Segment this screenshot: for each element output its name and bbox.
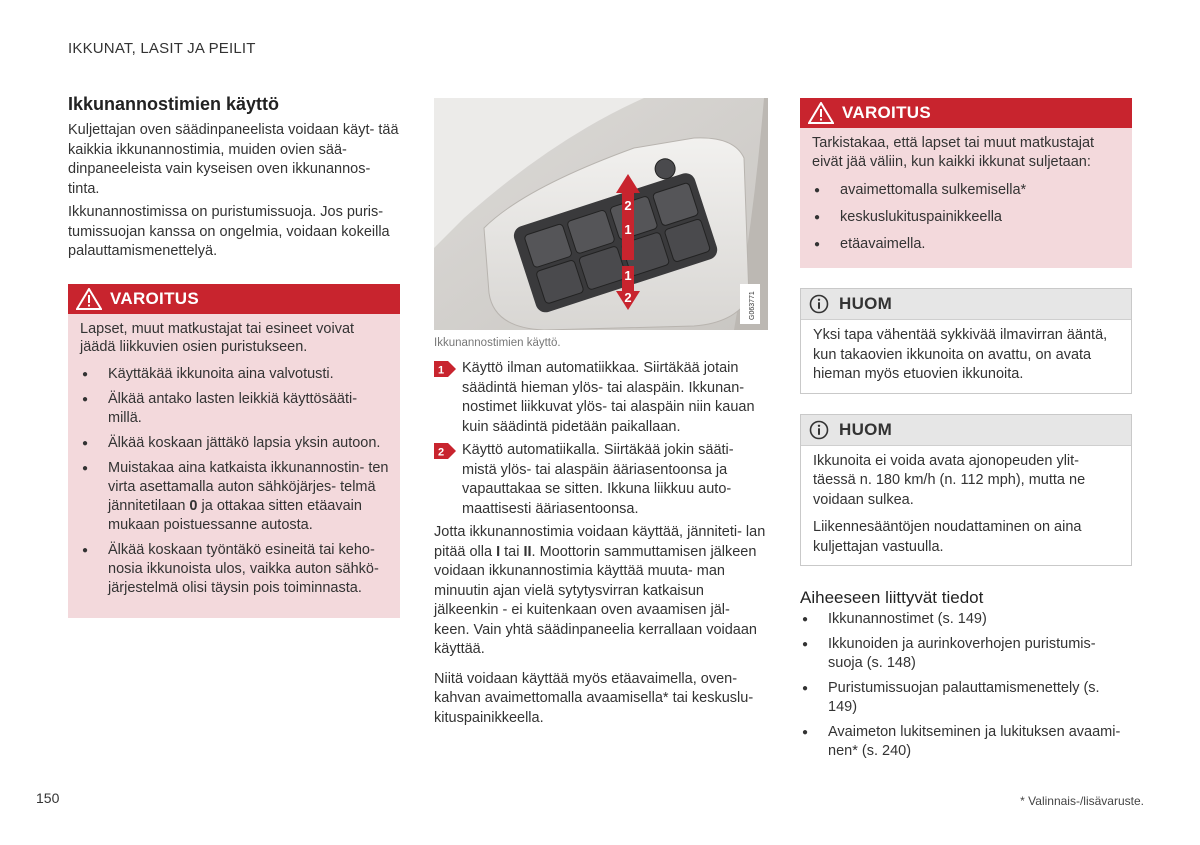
column-right <box>800 98 1132 767</box>
related-info-heading: Aiheeseen liittyvät tiedot <box>800 588 984 607</box>
step-2-badge-icon <box>434 443 456 459</box>
note-title: HUOM <box>839 419 893 439</box>
step-1-badge-icon <box>434 361 456 377</box>
step-1-text: Käyttö ilman automatiikkaa. Siirtäkää jotain säädintä hieman ylös- tai alaspäin. Ikkunan- nostimet liikkuvat ylös- tai alaspäin niin kauan kuin säädintä pidetään paikallaan. <box>462 360 755 435</box>
list-item: ● Muistakaa aina katkaista ikkunannostin- ten virta asettamalla auton sähköjärjes- telmä jännitetilaan 0 ja ottakaa sitten etäavain mukaan poistuessanne autosta. <box>80 459 390 535</box>
intro-paragraph: Kuljettajan oven säädinpaneelista voidaan käyt- tää kaikkia ikkunannostimia, muiden ovien sää- dinpaneeleista vain kyseisen oven ikkunannos- tinta. <box>68 122 399 197</box>
related-link-window-regulators[interactable]: ● Ikkunannostimet (s. 149) <box>800 610 1132 629</box>
list-item: ● Älkää koskaan työntäkö esineitä tai keho- nosia ikkunoista ulos, vaikka auton sähkö- järjestelmä olisi täysin pois toiminnasta. <box>80 541 390 598</box>
note-header <box>801 415 1131 446</box>
warning-box-closing <box>800 98 1132 268</box>
note-text: Liikennesääntöjen noudattaminen on aina kuljettajan vastuulla. <box>813 519 1082 555</box>
photo-caption: Ikkunannostimien käyttö. <box>434 337 561 349</box>
column-middle <box>434 98 768 728</box>
footnote-optional: * Valinnais-/lisävaruste. <box>1020 794 1144 808</box>
list-item: ● avaimettomalla sulkemisella* <box>812 181 1122 200</box>
section-title: Ikkunannostimien käyttö <box>68 94 280 114</box>
note-text: Yksi tapa vähentää sykkivää ilmavirran ääntä, kun takaovien ikkunoita on avattu, on avata hieman myös etuovien ikkunoita. <box>813 327 1108 382</box>
svg-text:1: 1 <box>624 268 632 283</box>
related-list <box>800 610 1132 761</box>
list-item: ● Käyttäkää ikkunoita aina valvotusti. <box>80 365 390 384</box>
svg-text:2: 2 <box>624 290 632 305</box>
info-icon <box>809 294 829 314</box>
list-item: ● Älkää antako lasten leikkiä käyttösääti- millä. <box>80 390 390 428</box>
note-box-speed <box>800 414 1132 567</box>
note-title: HUOM <box>839 294 893 313</box>
list-item: ● keskuslukituspainikkeella <box>812 208 1122 227</box>
warning-intro: Tarkistakaa, että lapset tai muut matkustajat eivät jää väliin, kun kaikki ikkunat suljetaan: <box>812 135 1095 170</box>
note-box-wind-noise <box>800 288 1132 394</box>
note-text: Ikkunoita ei voida avata ajonopeuden ylit- täessä n. 180 km/h (n. 112 mph), mutta ne voidaan sulkea. <box>813 452 1086 508</box>
svg-text:1: 1 <box>437 364 445 377</box>
column-left <box>68 94 400 618</box>
warning-title: VAROITUS <box>842 103 931 122</box>
image-code: G063771 <box>749 291 756 320</box>
svg-text:2: 2 <box>437 446 445 459</box>
warning-box-children <box>68 284 400 618</box>
page-number: 150 <box>36 790 60 806</box>
step-2-text: Käyttö automatiikalla. Siirtäkää jokin sääti- mistä ylös- tai alaspäin ääriasentoonsa ja vapauttakaa se sitten. Ikkuna liikkuu auto- maattisesti ääriasentoonsa. <box>462 442 734 517</box>
list-item: ● etäavaimella. <box>812 235 1122 254</box>
voltage-paragraph: Jotta ikkunannostimia voidaan käyttää, jänniteti- lan pitää olla I tai II. Moottorin sammuttamisen jälkeen voidaan ikkunannostimia käyttää muuta- man minuutin ajan vielä sytytysvirran katkaisun jälkeenkin - ei kuitenkaan oven avaamisen jäl- keen. Vain yhtä säädinpaneelia kerrallaan voidaan käyttää. <box>434 524 766 657</box>
remote-key-paragraph: Niitä voidaan käyttää myös etäavaimella, oven- kahvan avaimettomalla avaamisella* tai keskuslu- kituspainikkeella. <box>434 670 754 726</box>
related-link-pinch-protection[interactable]: ● Ikkunoiden ja aurinkoverhojen puristumis- suoja (s. 148) <box>800 635 1132 673</box>
warning-list <box>80 365 390 598</box>
warning-header <box>800 98 1132 128</box>
warning-triangle-icon <box>808 102 834 124</box>
svg-text:2: 2 <box>624 198 632 213</box>
warning-intro: Lapset, muut matkustajat tai esineet voivat jäädä liikkuvien osien puristukseen. <box>80 320 355 355</box>
info-icon <box>809 420 829 440</box>
svg-text:1: 1 <box>624 222 632 237</box>
warning-triangle-icon <box>76 288 102 310</box>
related-link-keyless[interactable]: ● Avaimeton lukitseminen ja lukituksen avaami- nen* (s. 240) <box>800 723 1132 761</box>
warning-header <box>68 284 400 314</box>
pinch-protection-paragraph: Ikkunannostimissa on puristumissuoja. Jos puris- tumissuojan kanssa on ongelmia, voidaan kokeilla palauttamismenettelyä. <box>68 204 390 259</box>
door-panel-photo <box>434 98 768 330</box>
chapter-header: IKKUNAT, LASIT JA PEILIT <box>68 40 256 57</box>
step-2 <box>434 441 768 519</box>
window-switch-illustration <box>434 98 768 330</box>
list-item: ● Älkää koskaan jättäkö lapsia yksin autoon. <box>80 434 390 453</box>
warning-list <box>812 181 1122 254</box>
step-1 <box>434 359 768 437</box>
related-link-reset-procedure[interactable]: ● Puristumissuojan palauttamismenettely (s. 149) <box>800 679 1132 717</box>
warning-title: VAROITUS <box>110 288 199 308</box>
note-header <box>801 289 1131 320</box>
